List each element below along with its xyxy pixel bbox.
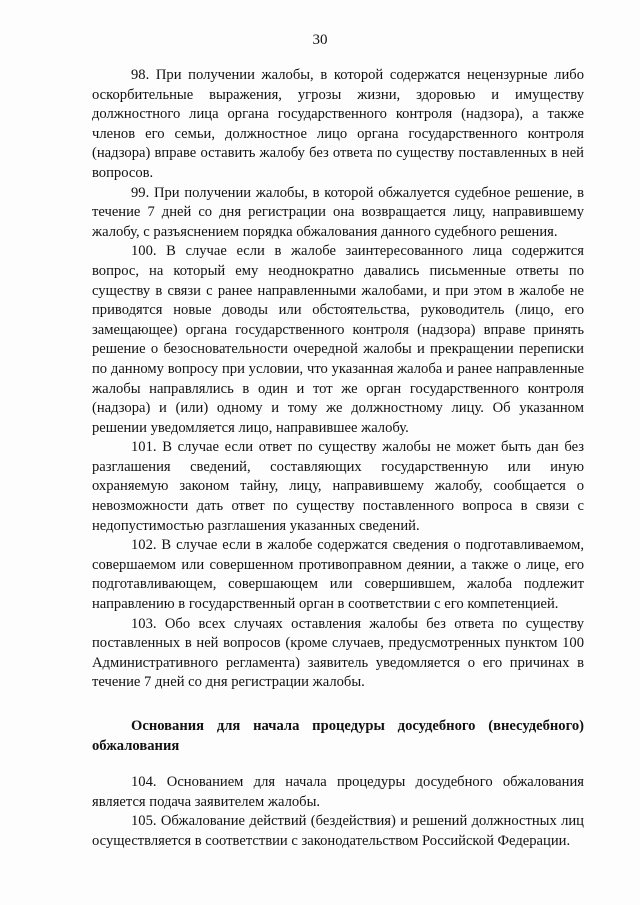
- paragraph-104: 104. Основанием для начала процедуры досудебного обжалования является подача заявителем жалобы.: [92, 774, 584, 810]
- paragraph-102: 102. В случае если в жалобе содержатся сведения о подготавливаемом, совершаемом или совершенном противоправном деянии, а также о лице, его подготавливающем, совершающем или совершившем, жалоба подлежит направлению в государственный орган в соответствии с его компетенцией.: [92, 537, 584, 613]
- paragraph-99: 99. При получении жалобы, в которой обжалуется судебное решение, в течение 7 дней со дня регистрации она возвращается лицу, направившему жалобу, с разъяснением порядка обжалования данного судебного решения.: [92, 184, 584, 240]
- paragraph-105: 105. Обжалование действий (бездействия) и решений должностных лиц осуществляется в соответствии с законодательством Российской Федерации.: [92, 813, 584, 849]
- section-heading: Основания для начала процедуры досудебного (внесудебного) обжалования: [92, 718, 584, 754]
- paragraph-103: 103. Обо всех случаях оставления жалобы без ответа по существу поставленных в ней вопросов (кроме случаев, предусмотренных пунктом 100 Административного регламента) заявитель уведомляется о его причинах в течение 7 дней со дня регистрации жалобы.: [92, 615, 584, 691]
- paragraph-100: 100. В случае если в жалобе заинтересованного лица содержится вопрос, на который ему неоднократно давались письменные ответы по существу в связи с ранее направленными жалобами, и при этом в жалобе не приводятся новые доводы или обстоятельства, руководитель (лицо, его замещающее) органа государственного контроля (надзора) вправе принять решение о безосновательности очередной жалобы и прекращении переписки по данному вопросу при условии, что указанная жалоба и ранее направленные жалобы направлялись в один и тот же орган государственного контроля (надзора) и (или) одному и тому же должностному лицу. Об указанном решении уведомляется лицо, направившее жалобу.: [92, 243, 584, 436]
- paragraph-101: 101. В случае если ответ по существу жалобы не может быть дан без разглашения сведений, составляющих государственную или иную охраняемую законом тайну, лицу, направившему жалобу, сообщается о невозможности дать ответ по существу поставленного вопроса в связи с недопустимостью разглашения указанных сведений.: [92, 439, 584, 534]
- document-body: [92, 66, 584, 852]
- paragraph-98: 98. При получении жалобы, в которой содержатся нецензурные либо оскорбительные выражения, угрозы жизни, здоровью и имуществу должностного лица органа государственного контроля (надзора), а также членов его семьи, должностное лицо органа государственного контроля (надзора) вправе оставить жалобу без ответа по существу поставленных в ней вопросов.: [92, 67, 584, 181]
- page-number: 30: [312, 32, 328, 48]
